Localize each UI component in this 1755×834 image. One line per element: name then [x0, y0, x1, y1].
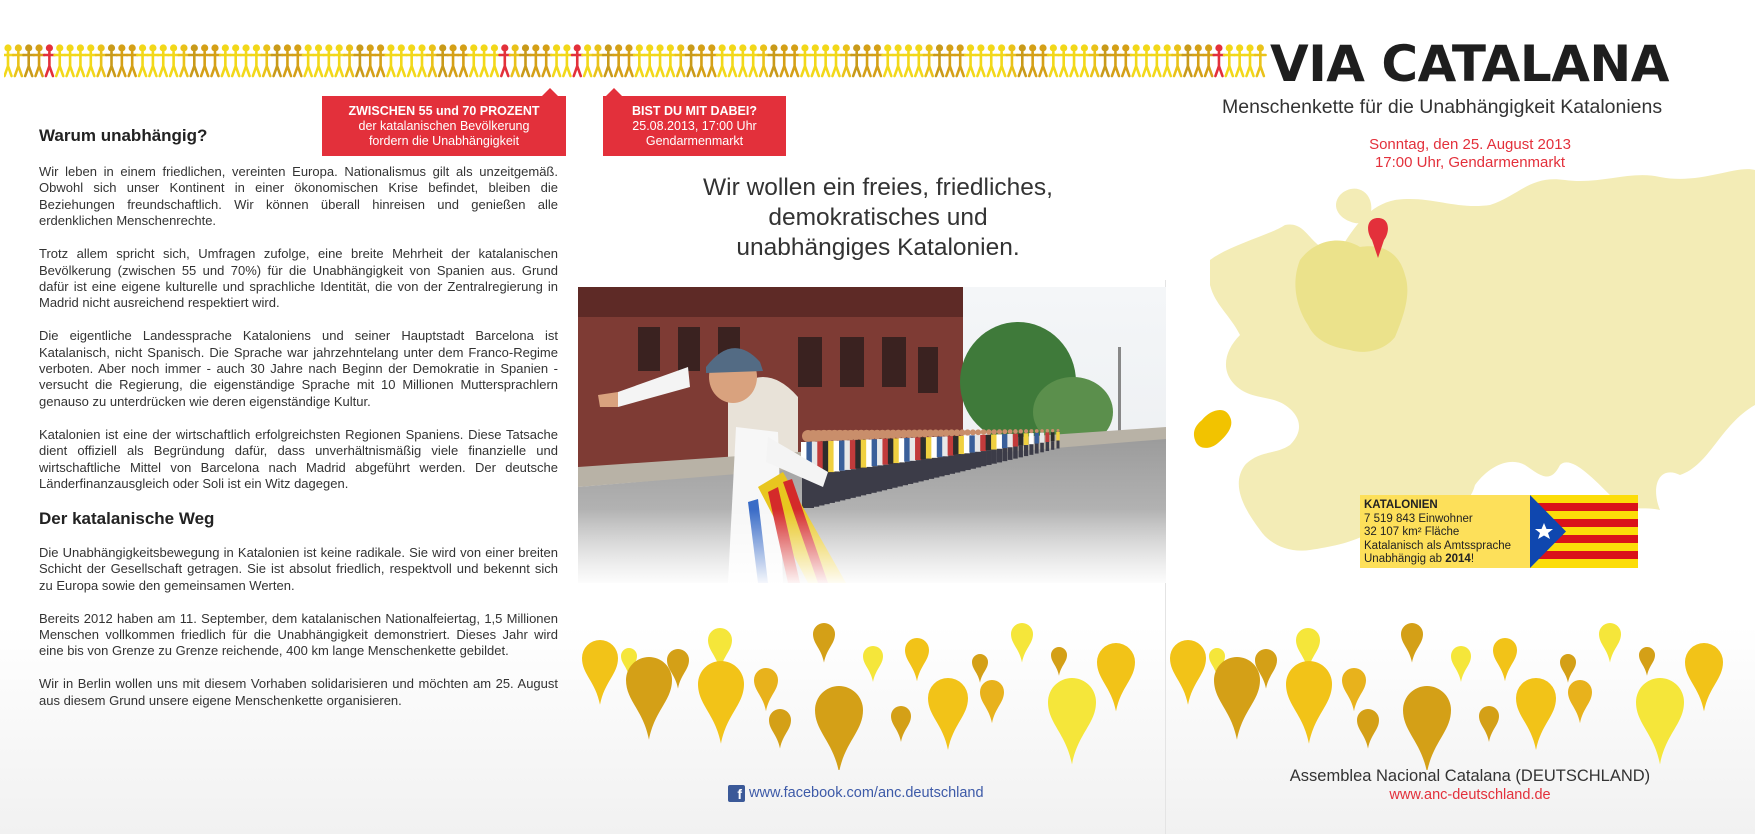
- callout-join-heading: BIST DU MIT DABEI?: [632, 104, 757, 118]
- event-time-place: 17:00 Uhr, Gendarmenmarkt: [1374, 154, 1566, 171]
- person-figure: [344, 44, 354, 76]
- person-figure: [1007, 44, 1017, 76]
- person-figure: [106, 44, 116, 76]
- person-figure: [779, 44, 789, 76]
- pin-icon: [1560, 654, 1576, 683]
- callout-pointer: [606, 88, 622, 96]
- estelada-flag-icon: [1530, 495, 1638, 568]
- facebook-link[interactable]: [728, 785, 984, 805]
- person-figure: [469, 44, 479, 76]
- person-figure: [738, 44, 748, 76]
- person-figure: [75, 44, 85, 76]
- person-figure: [965, 44, 975, 76]
- person-figure: [996, 44, 1006, 76]
- person-figure: [158, 44, 168, 76]
- pin-icon: [1214, 657, 1260, 740]
- person-figure: [1234, 44, 1244, 76]
- person-figure: [1193, 44, 1203, 76]
- pin-icon: [1599, 623, 1621, 663]
- person-figure: [810, 44, 820, 76]
- person-figure: [572, 44, 582, 76]
- person-figure: [417, 44, 427, 76]
- person-figure: [44, 44, 54, 76]
- person-figure: [789, 44, 799, 76]
- person-figure: [179, 44, 189, 76]
- person-figure: [303, 44, 313, 76]
- person-figure: [231, 44, 241, 76]
- pin-icon: [905, 638, 929, 681]
- person-figure: [748, 44, 758, 76]
- person-figure: [1079, 44, 1089, 76]
- person-figure: [655, 44, 665, 76]
- person-figure: [955, 44, 965, 76]
- person-figure: [872, 44, 882, 76]
- person-figure: [34, 44, 44, 76]
- callout-pointer: [542, 88, 558, 96]
- person-figure: [520, 44, 530, 76]
- person-figure: [458, 44, 468, 76]
- headline-line: demokratisches und: [768, 204, 988, 231]
- person-figure: [406, 44, 416, 76]
- person-figure: [1131, 44, 1141, 76]
- map-landmass: [1210, 169, 1755, 550]
- person-figure: [293, 44, 303, 76]
- person-figure: [551, 44, 561, 76]
- pin-icon: [769, 709, 791, 749]
- person-figure: [137, 44, 147, 76]
- person-figure: [903, 44, 913, 76]
- person-figure: [386, 44, 396, 76]
- person-figure: [707, 44, 717, 76]
- person-figure: [448, 44, 458, 76]
- person-figure: [262, 44, 272, 76]
- pin-icon: [1097, 643, 1135, 711]
- paragraph: Bereits 2012 haben am 11. September, dem katalanischen Nationalfeiertag, 1,5 Millionen Menschen vollkommen friedlich für die Unabhängigkeit demonstriert. Dieses Jahr wird eine bis von Grenze zu Grenze reichende, 400 km lange Menschenkette gebildet.: [39, 610, 558, 659]
- person-figure: [282, 44, 292, 76]
- person-figure: [686, 44, 696, 76]
- pin-icon: [863, 646, 883, 682]
- person-figure: [365, 44, 375, 76]
- person-figure: [800, 44, 810, 76]
- paragraph: Katalonien ist eine der wirtschaftlich erfolgreichsten Regionen Spaniens. Diese Tatsache dient offiziell als Begründung dafür, dass unverhältnismäßig viele finanzielle und wirtschaftliche Mittel von Barcelona nach Madrid abgeführt werden. Der deutsche Länderfinanzausgleich oder Soli ist ein Witz dagegen.: [39, 426, 558, 491]
- pin-icon: [1403, 686, 1451, 770]
- pin-icon: [1639, 647, 1655, 676]
- info-independence: Unabhängig ab 2014!: [1364, 553, 1475, 566]
- map-uk: [1336, 189, 1371, 224]
- person-figure: [934, 44, 944, 76]
- pin-icon: [1568, 680, 1592, 723]
- paragraph: Wir in Berlin wollen uns mit diesem Vorhaben solidarisieren und möchten am 25. August aus diesem Grund unsere eigene Menschenkette organisieren.: [39, 676, 558, 708]
- pin-icon: [815, 686, 863, 770]
- person-figure: [510, 44, 520, 76]
- person-figure: [168, 44, 178, 76]
- person-figure: [96, 44, 106, 76]
- callout-join-date: 25.08.2013, 17:00 Uhr: [632, 119, 757, 133]
- info-heading: KATALONIEN: [1364, 499, 1438, 511]
- paragraph: Trotz allem spricht sich, Umfragen zufolge, eine breite Mehrheit der katalanischen Bevölkerung (zwischen 55 und 70%) für die Unabhängigkeit von Spanien aus. Grund dafür ist eine eigene kulturelle und sprachliche Identität, die von der Zentralregierung in Madrid nicht ausreichend respektiert wird.: [39, 246, 558, 311]
- person-figure: [117, 44, 127, 76]
- person-figure: [500, 44, 510, 76]
- person-figure: [241, 44, 251, 76]
- person-figure: [841, 44, 851, 76]
- pin-icon: [1493, 638, 1517, 681]
- person-figure: [189, 44, 199, 76]
- pin-icon: [582, 640, 618, 705]
- pin-icon: [1048, 678, 1096, 764]
- facebook-icon: f: [728, 785, 745, 802]
- person-figure: [438, 44, 448, 76]
- person-figure: [1255, 44, 1265, 76]
- person-figure: [1090, 44, 1100, 76]
- person-figure: [676, 44, 686, 76]
- person-figure: [375, 44, 385, 76]
- person-figure: [945, 44, 955, 76]
- person-figure: [624, 44, 634, 76]
- person-figure: [1203, 44, 1213, 76]
- person-figure: [593, 44, 603, 76]
- pin-icon: [928, 678, 968, 750]
- pin-icon: [980, 680, 1004, 723]
- event-date: Sonntag, den 25. August 2013: [1369, 136, 1571, 153]
- person-figure: [634, 44, 644, 76]
- person-figure: [924, 44, 934, 76]
- organization-url[interactable]: www.anc-deutschland.de: [1389, 787, 1551, 803]
- pin-icon: [1401, 623, 1423, 663]
- callout-join: [603, 96, 786, 156]
- pin-icon: [1685, 643, 1723, 711]
- person-figure: [1100, 44, 1110, 76]
- person-figure: [758, 44, 768, 76]
- section-heading: Der katalanische Weg: [39, 508, 215, 528]
- pin-icon: [1051, 647, 1067, 676]
- person-figure: [1110, 44, 1120, 76]
- pin-icon: [1357, 709, 1379, 749]
- person-figure: [862, 44, 872, 76]
- callout-join-place: Gendarmenmarkt: [645, 134, 744, 148]
- person-figure: [1048, 44, 1058, 76]
- pin-icon: [1286, 661, 1332, 744]
- paragraph: Die Unabhängigkeitsbewegung in Katalonien ist keine radikale. Sie wird von einer breiten Schicht der Gesellschaft getragen. Sie ist absolut friedlich, respektvoll und bekennt sich zu Europa sowie den gemeinsamen Werten.: [39, 544, 558, 593]
- title: VIA CATALANA: [1270, 35, 1669, 93]
- pin-icon: [813, 623, 835, 663]
- person-figure: [976, 44, 986, 76]
- headline-line: unabhängiges Katalonien.: [736, 234, 1020, 261]
- person-figure: [645, 44, 655, 76]
- pin-icon: [1451, 646, 1471, 682]
- person-figure: [1141, 44, 1151, 76]
- person-figure: [696, 44, 706, 76]
- person-figure: [148, 44, 158, 76]
- callout-percent-heading: ZWISCHEN 55 und 70 PROZENT: [348, 104, 540, 118]
- person-figure: [210, 44, 220, 76]
- person-figure: [852, 44, 862, 76]
- callout-percent-text: fordern die Unabhängigkeit: [368, 134, 520, 148]
- paragraph: Wir leben in einem friedlichen, vereinten Europa. Nationalismus gilt als unzeitgemäß. Obwohl sich unser Kontinent in einer ökonomischen Krise befindet, bleiben die Beziehungen freundschaftlich. Wir können überall hinreisen und genießen alle erdenklichen Menschenrechte.: [39, 164, 558, 229]
- person-figure: [883, 44, 893, 76]
- person-figure: [727, 44, 737, 76]
- person-figure: [603, 44, 613, 76]
- pin-icon: [1170, 640, 1206, 705]
- person-figure: [1017, 44, 1027, 76]
- info-language: Katalanisch als Amtssprache: [1364, 539, 1512, 552]
- pin-icon: [1011, 623, 1033, 663]
- map-catalonia: [1194, 410, 1231, 448]
- pin-icon: [626, 657, 672, 740]
- person-figure: [665, 44, 675, 76]
- person-figure: [1152, 44, 1162, 76]
- person-figure: [313, 44, 323, 76]
- person-figure: [1038, 44, 1048, 76]
- pin-icon: [698, 661, 744, 744]
- person-figure: [24, 44, 34, 76]
- person-figure: [1183, 44, 1193, 76]
- person-figure: [55, 44, 65, 76]
- person-figure: [324, 44, 334, 76]
- headline: [600, 173, 1156, 263]
- person-figure: [541, 44, 551, 76]
- person-figure: [127, 44, 137, 76]
- person-figure: [334, 44, 344, 76]
- pin-icon: [891, 706, 911, 742]
- person-figure: [251, 44, 261, 76]
- person-figure: [1172, 44, 1182, 76]
- person-figure: [65, 44, 75, 76]
- person-figure: [582, 44, 592, 76]
- person-figure: [427, 44, 437, 76]
- section-heading: Warum unabhängig?: [39, 126, 208, 145]
- person-figure: [13, 44, 23, 76]
- person-figure: [4, 44, 13, 76]
- callout-percent-text: der katalanischen Bevölkerung: [358, 119, 530, 133]
- info-text: [1364, 499, 1511, 567]
- organization-name: Assemblea Nacional Catalana (DEUTSCHLAND): [1289, 767, 1651, 785]
- person-figure: [831, 44, 841, 76]
- info-box-katalonien: [1360, 495, 1638, 568]
- person-figure: [1224, 44, 1234, 76]
- person-figure: [717, 44, 727, 76]
- pin-icon: [1636, 678, 1684, 764]
- person-figure: [479, 44, 489, 76]
- person-figure: [272, 44, 282, 76]
- person-figure: [1121, 44, 1131, 76]
- info-area: 32 107 km² Fläche: [1364, 526, 1460, 539]
- pin-icon: [1479, 706, 1499, 742]
- headline-line: Wir wollen ein freies, friedliches,: [703, 174, 1053, 201]
- person-figure: [1162, 44, 1172, 76]
- person-figure: [893, 44, 903, 76]
- person-figure: [914, 44, 924, 76]
- person-figure: [769, 44, 779, 76]
- person-figure: [613, 44, 623, 76]
- person-figure: [1069, 44, 1079, 76]
- person-figure: [562, 44, 572, 76]
- human-chain-photo: [578, 287, 1166, 583]
- person-figure: [220, 44, 230, 76]
- person-figure: [1245, 44, 1255, 76]
- paragraph: Die eigentliche Landessprache Kataloniens und seiner Hauptstadt Barcelona ist Katalanisch, nicht Spanisch. Die Sprache war jahrzehntelang unter dem Franco-Regime verboten. Aber noch immer - auch 30 Jahre nach Beginn der Demokratie in Spanien - versucht die Regierung, die eigenständige Sprache mit 10 Millionen Muttersprachlern genauso zu unterdrücken wie deren eigenständige Kultur.: [39, 328, 558, 409]
- person-figure: [986, 44, 996, 76]
- pin-icon: [1516, 678, 1556, 750]
- person-figure: [396, 44, 406, 76]
- person-figure: [1214, 44, 1224, 76]
- pin-icon: [972, 654, 988, 683]
- pin-icon: [754, 668, 778, 711]
- people-chain-graphic: [4, 42, 1272, 84]
- person-figure: [820, 44, 830, 76]
- person-figure: [1027, 44, 1037, 76]
- facebook-url[interactable]: www.facebook.com/anc.deutschland: [749, 785, 984, 801]
- person-figure: [531, 44, 541, 76]
- yellow-pins-graphic: [0, 600, 1755, 770]
- person-figure: [355, 44, 365, 76]
- info-population: 7 519 843 Einwohner: [1364, 512, 1473, 525]
- person-figure: [199, 44, 209, 76]
- person-figure: [1059, 44, 1069, 76]
- person-figure: [489, 44, 499, 76]
- pin-icon: [1342, 668, 1366, 711]
- person-figure: [86, 44, 96, 76]
- subtitle: Menschenkette für die Unabhängigkeit Kataloniens: [1222, 96, 1663, 118]
